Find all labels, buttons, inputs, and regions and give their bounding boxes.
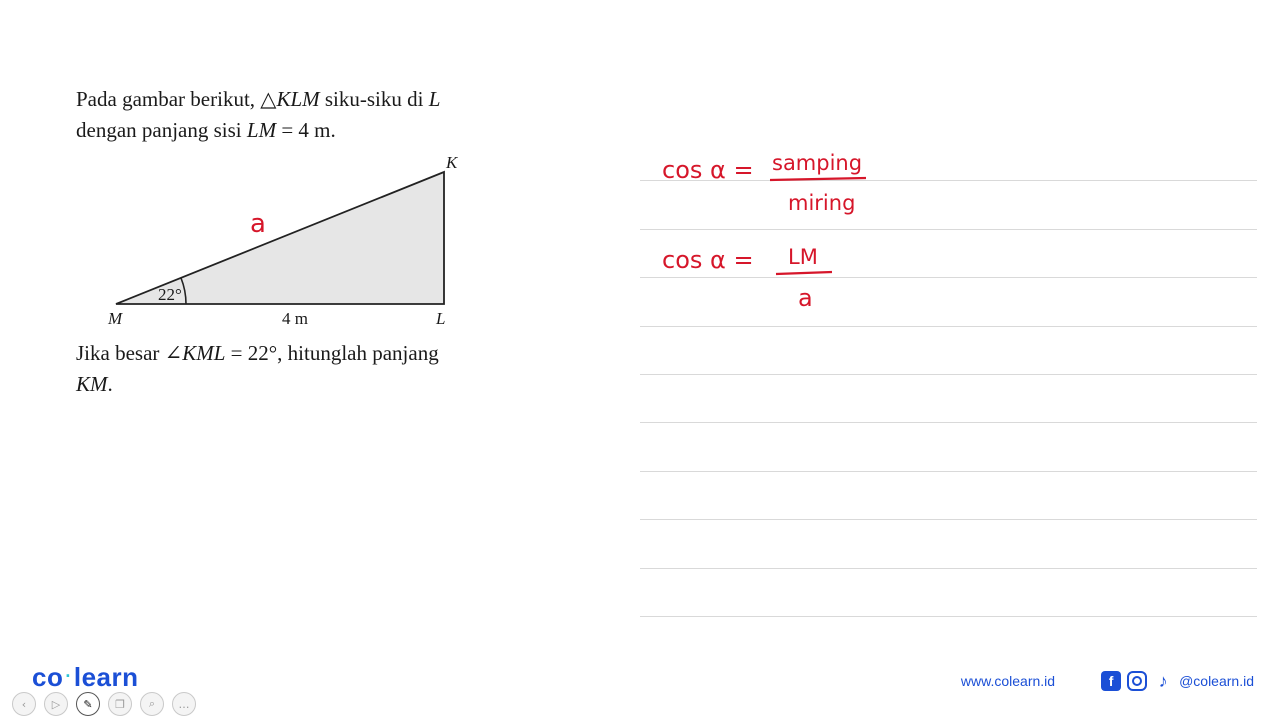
cos-substitution-denominator: a bbox=[798, 284, 813, 312]
social-handle[interactable]: @colearn.id bbox=[1179, 673, 1254, 689]
rule-line bbox=[640, 616, 1257, 617]
vertex-m: M bbox=[108, 309, 123, 328]
website-link[interactable]: www.colearn.id bbox=[960, 673, 1056, 689]
hypotenuse-annotation: a bbox=[250, 209, 266, 239]
player-toolbar bbox=[12, 692, 196, 716]
intro-text: Pada gambar berikut, △ bbox=[76, 87, 277, 111]
fraction-bar bbox=[770, 178, 866, 180]
question-text bbox=[76, 338, 506, 400]
side-name: LM bbox=[246, 118, 277, 142]
rule-line bbox=[640, 519, 1257, 520]
more-icon[interactable]: … bbox=[172, 692, 196, 716]
zoom-icon[interactable]: ⌕ bbox=[140, 692, 164, 716]
cos-substitution-left: cos α = bbox=[662, 246, 754, 274]
angle-label: 22° bbox=[158, 285, 182, 304]
tiktok-icon[interactable]: ♪ bbox=[1158, 670, 1168, 691]
base-label: 4 m bbox=[282, 309, 308, 328]
triangle-name: KLM bbox=[276, 87, 320, 111]
cos-formula-numerator: samping bbox=[772, 151, 863, 175]
intro-line2: dengan panjang sisi bbox=[76, 118, 247, 142]
triangle-figure bbox=[100, 150, 480, 340]
copy-icon[interactable]: ❐ bbox=[108, 692, 132, 716]
rule-line bbox=[640, 422, 1257, 423]
vertex-k: K bbox=[446, 153, 458, 172]
footer-links bbox=[961, 671, 1254, 691]
cos-formula-left: cos α = bbox=[662, 156, 754, 184]
angle-name: KML bbox=[182, 341, 226, 365]
right-vertex: L bbox=[428, 87, 441, 111]
facebook-icon[interactable]: f bbox=[1101, 671, 1121, 691]
side-value: = 4 m. bbox=[276, 118, 336, 142]
prev-icon[interactable]: ‹ bbox=[12, 692, 36, 716]
problem-statement bbox=[76, 84, 506, 146]
rule-line bbox=[640, 568, 1257, 569]
question-target: KM bbox=[76, 372, 108, 396]
cos-formula-denominator: miring bbox=[788, 191, 856, 215]
question-end: . bbox=[107, 372, 113, 396]
colearn-logo: co ·learn bbox=[32, 662, 139, 692]
handwritten-solution bbox=[640, 130, 940, 330]
instagram-icon[interactable] bbox=[1127, 671, 1147, 691]
fraction-bar-2 bbox=[776, 272, 832, 274]
cos-substitution-numerator: LM bbox=[788, 245, 818, 269]
question-part-1: Jika besar ∠ bbox=[76, 341, 183, 365]
pen-icon[interactable]: ✎ bbox=[76, 692, 100, 716]
play-icon[interactable]: ▷ bbox=[44, 692, 68, 716]
notebook-area bbox=[640, 0, 1260, 720]
rule-line bbox=[640, 374, 1257, 375]
rule-line bbox=[640, 471, 1257, 472]
intro-text-2: siku-siku di bbox=[319, 87, 429, 111]
question-part-2: = 22°, hitunglah panjang bbox=[225, 341, 439, 365]
vertex-l: L bbox=[436, 309, 446, 328]
